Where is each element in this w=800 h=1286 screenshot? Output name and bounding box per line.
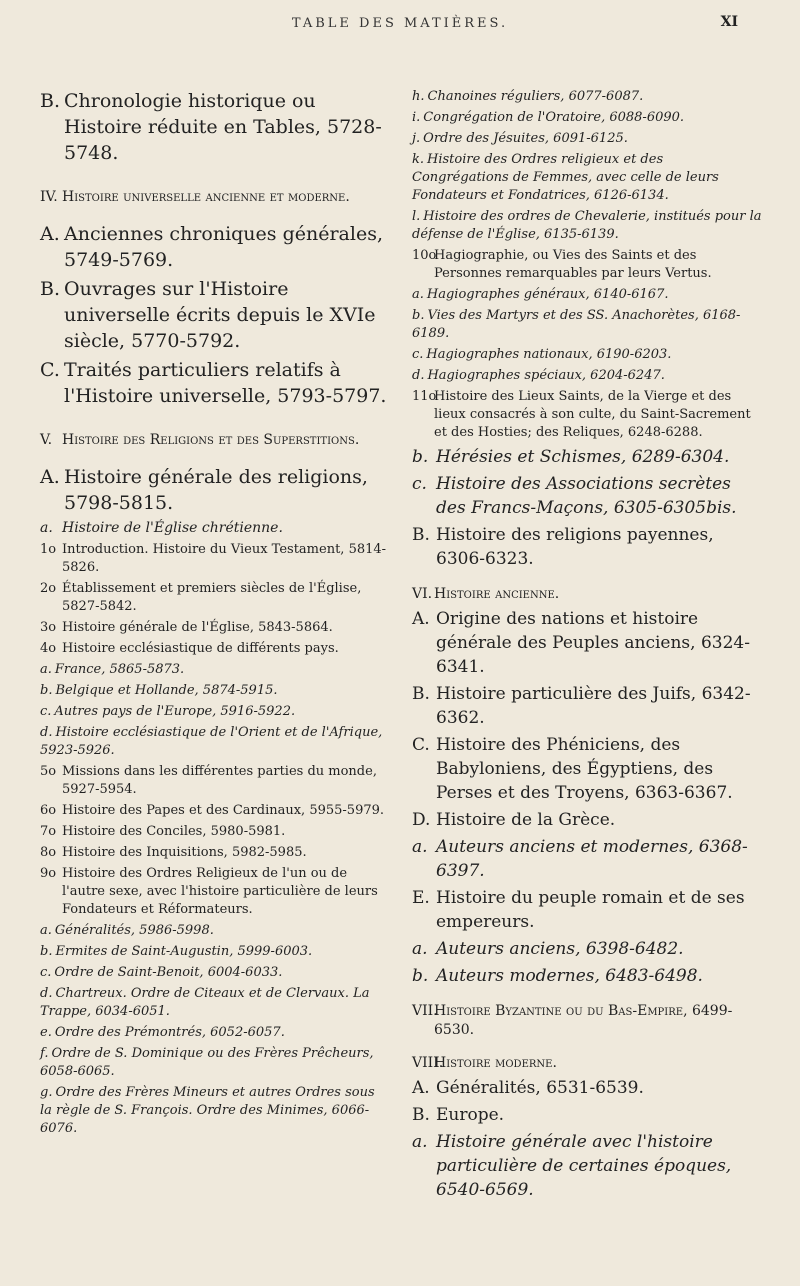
entry-text: Congrégation de l'Oratoire, 6088-6090. (423, 110, 685, 125)
toc-entry (412, 388, 762, 442)
entry-text: Auteurs anciens, 6398-6482. (436, 939, 684, 959)
entry-marker: b. (40, 683, 53, 698)
entry-marker: d. (412, 368, 425, 383)
entry-marker: 8o (40, 845, 57, 860)
toc-entry (412, 247, 762, 283)
entry-text: Ordre de Saint-Benoit, 6004-6033. (54, 965, 283, 980)
entry-text: Histoire Byzantine ou du Bas-Empire, 6499-6530. (434, 1003, 733, 1038)
toc-entry (40, 541, 390, 577)
entry-marker: b. (412, 966, 429, 986)
toc-entry (412, 886, 762, 934)
entry-text: Histoire générale des religions, 5798-5815. (64, 466, 368, 514)
entry-text: Histoire générale de l'Église, 5843-5864. (62, 620, 333, 635)
toc-entry (412, 808, 762, 832)
toc-entry (412, 130, 762, 148)
right-column (412, 88, 762, 1205)
entry-text: Anciennes chroniques générales, 5749-5769. (64, 223, 383, 271)
entry-marker: a. (412, 287, 424, 302)
entry-text: Ordre des Prémontrés, 6052-6057. (54, 1025, 285, 1040)
entry-marker: 4o (40, 641, 57, 656)
entry-text: Histoire des Associations secrètes des Francs-Maçons, 6305-6305bis. (436, 474, 737, 518)
entry-text: Chronologie historique ou Histoire réduite en Tables, 5728-5748. (64, 90, 382, 164)
section-heading (40, 188, 390, 207)
header-title: TABLE DES MATIÈRES. (291, 16, 509, 31)
entry-marker: 1o (40, 542, 57, 557)
entry-text: Histoire des Religions et des Superstitions. (62, 432, 360, 448)
entry-text: Histoire particulière des Juifs, 6342-6362. (436, 684, 751, 728)
entry-text: Histoire des Inquisitions, 5982-5985. (62, 845, 307, 860)
entry-marker: 6o (40, 803, 57, 818)
entry-marker: a. (412, 1132, 428, 1152)
entry-text: Histoire ancienne. (434, 586, 560, 602)
entry-text: Histoire des Phéniciens, des Babyloniens, des Égyptiens, des Perses et des Troyens, 6363-6367. (436, 735, 733, 803)
entry-text: France, 5865-5873. (54, 662, 185, 677)
entry-marker: j. (412, 131, 421, 146)
entry-text: Histoire générale avec l'histoire particulière de certaines époques, 6540-6569. (436, 1132, 732, 1200)
toc-entry (412, 964, 762, 988)
entry-marker: B. (412, 525, 430, 545)
entry-marker: 5o (40, 764, 57, 779)
toc-entry (412, 151, 762, 205)
entry-text: Histoire ecclésiastique de différents pays. (62, 641, 339, 656)
entry-marker: f. (40, 1046, 49, 1061)
entry-marker: a. (40, 923, 52, 938)
toc-entry (40, 221, 390, 273)
toc-entry (412, 835, 762, 883)
toc-entry (40, 763, 390, 799)
toc-entry (40, 464, 390, 516)
entry-marker: B. (40, 278, 61, 300)
toc-entry (412, 307, 762, 343)
entry-marker: VIII. (412, 1055, 444, 1071)
entry-text: Généralités, 6531-6539. (436, 1078, 644, 1098)
entry-text: Ouvrages sur l'Histoire universelle écrits depuis le XVIe siècle, 5770-5792. (64, 278, 376, 352)
section-heading (40, 431, 390, 450)
toc-entry (412, 88, 762, 106)
toc-entry (40, 619, 390, 637)
entry-marker: VI. (412, 586, 433, 602)
page-number: XI (720, 14, 738, 30)
left-column (40, 88, 390, 1141)
toc-entry (40, 802, 390, 820)
entry-text: Histoire des religions payennes, 6306-6323. (436, 525, 714, 569)
entry-marker: c. (412, 347, 424, 362)
entry-text: Établissement et premiers siècles de l'Église, 5827-5842. (62, 581, 362, 614)
entry-marker: k. (412, 152, 425, 167)
toc-entry (412, 286, 762, 304)
toc-entry (40, 276, 390, 354)
entry-marker: VII. (412, 1003, 438, 1019)
entry-text: Chartreux. Ordre de Citeaux et de Clervaux. La Trappe, 6034-6051. (40, 986, 370, 1019)
toc-entry (40, 682, 390, 700)
entry-marker: a. (40, 520, 53, 536)
toc-entry (40, 844, 390, 862)
section-heading (412, 1002, 762, 1040)
entry-text: Ordre de S. Dominique ou des Frères Prêcheurs, 6058-6065. (40, 1046, 374, 1079)
entry-marker: c. (412, 474, 427, 494)
toc-entry (40, 580, 390, 616)
section-heading (412, 1054, 762, 1073)
entry-marker: 3o (40, 620, 57, 635)
entry-marker: 11o (412, 389, 437, 404)
entry-text: Origine des nations et histoire générale des Peuples anciens, 6324-6341. (436, 609, 750, 677)
entry-marker: 10o (412, 248, 437, 263)
toc-entry (40, 1045, 390, 1081)
entry-marker: 7o (40, 824, 57, 839)
toc-entry (412, 937, 762, 961)
toc-entry (412, 1130, 762, 1202)
toc-entry (40, 985, 390, 1021)
toc-entry (40, 964, 390, 982)
entry-text: Histoire des Lieux Saints, de la Vierge et des lieux consacrés à son culte, du Saint-Sacrement et des Hosties; des Reliques, 6248-6288. (434, 389, 751, 440)
toc-entry (40, 943, 390, 961)
toc-entry (412, 109, 762, 127)
entry-text: Histoire des Conciles, 5980-5981. (62, 824, 286, 839)
entry-text: Hagiographes spéciaux, 6204-6247. (427, 368, 665, 383)
entry-text: Missions dans les différentes parties du monde, 5927-5954. (62, 764, 377, 797)
entry-text: Histoire des ordres de Chevalerie, institués pour la défense de l'Église, 6135-6139. (412, 209, 762, 242)
toc-entry (40, 88, 390, 166)
entry-marker: B. (412, 684, 430, 704)
entry-text: Ordre des Jésuites, 6091-6125. (423, 131, 628, 146)
entry-marker: a. (40, 662, 52, 677)
entry-marker: c. (40, 704, 52, 719)
toc-entry (412, 1103, 762, 1127)
toc-entry (412, 208, 762, 244)
entry-marker: C. (40, 359, 60, 381)
entry-marker: A. (40, 223, 60, 245)
entry-text: Généralités, 5986-5998. (54, 923, 214, 938)
entry-text: Hagiographie, ou Vies des Saints et des Personnes remarquables par leurs Vertus. (434, 248, 712, 281)
toc-entry (40, 922, 390, 940)
entry-text: Europe. (436, 1105, 505, 1125)
entry-marker: C. (412, 735, 430, 755)
toc-entry (412, 472, 762, 520)
entry-text: Histoire des Ordres religieux et des Congrégations de Femmes, avec celle de leurs Fondateurs et Fondatrices, 6126-6134. (412, 152, 719, 203)
section-heading (412, 585, 762, 604)
entry-text: Introduction. Histoire du Vieux Testament, 5814-5826. (62, 542, 387, 575)
entry-marker: d. (40, 986, 53, 1001)
entry-text: Autres pays de l'Europe, 5916-5922. (54, 704, 296, 719)
toc-entry (412, 523, 762, 571)
entry-marker: a. (412, 837, 428, 857)
entry-marker: B. (412, 1105, 430, 1125)
toc-entry (40, 724, 390, 760)
entry-text: Histoire moderne. (434, 1055, 557, 1071)
entry-marker: a. (412, 939, 428, 959)
toc-entry (412, 346, 762, 364)
toc-entry (40, 703, 390, 721)
entry-marker: b. (412, 308, 425, 323)
entry-marker: d. (40, 725, 53, 740)
entry-marker: b. (40, 944, 53, 959)
entry-text: Traités particuliers relatifs à l'Histoire universelle, 5793-5797. (64, 359, 387, 407)
entry-text: Hagiographes nationaux, 6190-6203. (426, 347, 672, 362)
entry-text: Vies des Martyrs et des SS. Anachorètes, 6168-6189. (412, 308, 741, 341)
entry-text: Auteurs anciens et modernes, 6368-6397. (436, 837, 748, 881)
entry-marker: 2o (40, 581, 57, 596)
entry-marker: A. (412, 1078, 430, 1098)
entry-text: Hagiographes généraux, 6140-6167. (426, 287, 669, 302)
entry-text: Auteurs modernes, 6483-6498. (436, 966, 703, 986)
toc-entry (412, 445, 762, 469)
entry-marker: b. (412, 447, 429, 467)
entry-text: Histoire de l'Église chrétienne. (62, 520, 283, 536)
toc-entry (40, 661, 390, 679)
entry-marker: D. (412, 810, 431, 830)
entry-text: Histoire des Ordres Religieux de l'un ou de l'autre sexe, avec l'histoire particulière de leurs Fondateurs et Réformateurs. (62, 866, 378, 917)
entry-marker: IV. (40, 189, 58, 205)
toc-entry (412, 607, 762, 679)
entry-text: Histoire des Papes et des Cardinaux, 5955-5979. (62, 803, 385, 818)
entry-marker: c. (40, 965, 52, 980)
entry-text: Hérésies et Schismes, 6289-6304. (436, 447, 730, 467)
toc-entry (412, 1076, 762, 1100)
entry-marker: E. (412, 888, 430, 908)
entry-marker: A. (412, 609, 430, 629)
entry-marker: h. (412, 89, 425, 104)
entry-text: Chanoines réguliers, 6077-6087. (427, 89, 644, 104)
toc-entry (412, 733, 762, 805)
entry-text: Ordre des Frères Mineurs et autres Ordres sous la règle de S. François. Ordre des Minimes, 6066-6076. (40, 1085, 375, 1136)
toc-entry (40, 865, 390, 919)
entry-marker: e. (40, 1025, 52, 1040)
toc-entry (40, 640, 390, 658)
entry-marker: 9o (40, 866, 57, 881)
entry-marker: V. (40, 432, 53, 448)
entry-marker: B. (40, 90, 61, 112)
toc-entry (412, 367, 762, 385)
toc-entry (40, 519, 390, 538)
toc-entry (412, 682, 762, 730)
entry-marker: A. (40, 466, 60, 488)
entry-text: Ermites de Saint-Augustin, 5999-6003. (55, 944, 313, 959)
entry-text: Histoire de la Grèce. (436, 810, 616, 830)
toc-entry (40, 1024, 390, 1042)
entry-text: Histoire universelle ancienne et moderne. (62, 189, 350, 205)
entry-marker: l. (412, 209, 421, 224)
entry-text: Belgique et Hollande, 5874-5915. (55, 683, 278, 698)
toc-entry (40, 1084, 390, 1138)
entry-marker: i. (412, 110, 421, 125)
running-header (0, 14, 800, 38)
entry-text: Histoire du peuple romain et de ses empereurs. (436, 888, 745, 932)
entry-marker: g. (40, 1085, 53, 1100)
toc-entry (40, 823, 390, 841)
toc-entry (40, 357, 390, 409)
entry-text: Histoire ecclésiastique de l'Orient et de l'Afrique, 5923-5926. (40, 725, 383, 758)
